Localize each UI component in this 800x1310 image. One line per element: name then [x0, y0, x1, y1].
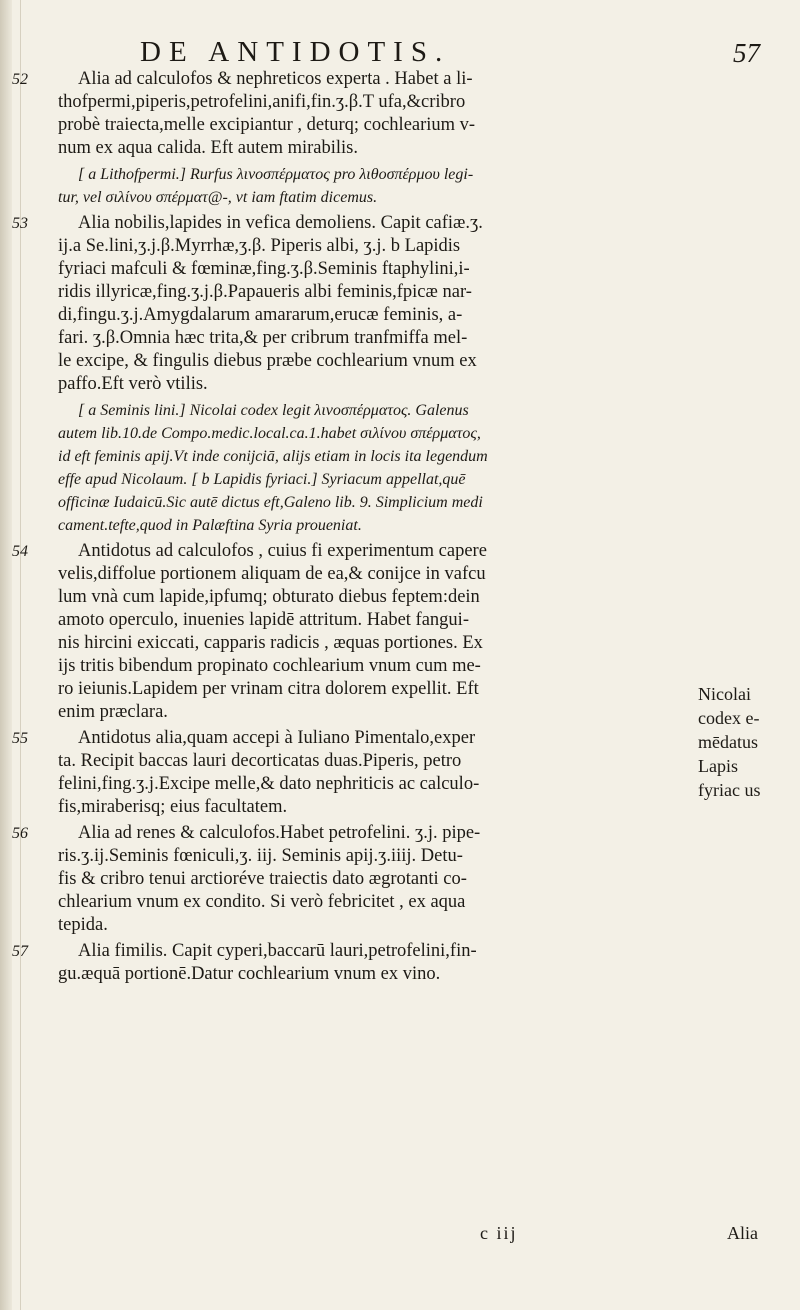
text-line: ijs tritis bibendum propinato cochlearium vnum cum me-	[58, 656, 481, 676]
text-line: Antidotus alia,quam accepi à Iuliano Pimentalo,exper	[78, 728, 476, 748]
text-line: amoto operculo, inuenies lapidē attritum. Habet fangui-	[58, 610, 469, 630]
text-line: le excipe, & fingulis diebus præbe cochlearium vnum ex	[58, 351, 477, 371]
gutter-rule	[20, 0, 21, 1310]
recipe-paragraph	[12, 727, 698, 819]
text-line: ro ieiunis.Lapidem per vrinam citra dolorem expellit. Eft	[58, 679, 479, 699]
text-line: chlearium vnum ex condito. Si verò febricitet , ex aqua	[58, 892, 466, 912]
catchword: Alia	[727, 1223, 758, 1243]
paragraph-number: 57	[12, 943, 28, 960]
paragraph-number: 56	[12, 825, 28, 842]
margin-note: fyriac us	[698, 780, 761, 800]
running-title: DE ANTIDOTIS.	[140, 36, 451, 68]
text-line: Alia ad renes & calculofos.Habet petrofelini. ʒ.j. pipe-	[78, 823, 481, 843]
margin-note: codex e-	[698, 708, 760, 728]
margin-notes	[698, 682, 798, 802]
text-line: Alia nobilis,lapides in vefica demoliens. Capit cafiæ.ʒ.	[78, 213, 483, 233]
text-line: Alia fimilis. Capit cyperi,baccarū lauri,petrofelini,fin-	[78, 941, 477, 961]
annotation-paragraph	[58, 163, 698, 209]
margin-note: Lapis	[698, 756, 738, 776]
signature-mark: c iij	[480, 1223, 518, 1243]
text-line: di,fingu.ʒ.j.Amygdalarum amararum,erucæ feminis, a-	[58, 305, 463, 325]
text-line: autem lib.10.de Compo.medic.local.ca.1.habet σιλίνου σπέρματος,	[58, 425, 481, 442]
text-line: ris.ʒ.ij.Seminis fœniculi,ʒ. iij. Seminis apij.ʒ.iiij. Detu-	[58, 846, 463, 866]
paragraph-number: 53	[12, 215, 28, 232]
text-line: nis hircini exiccati, capparis radicis , æquas portiones. Ex	[58, 633, 483, 653]
text-line: [ a Seminis lini.] Nicolai codex legit λινοσπέρματος. Galenus	[78, 402, 469, 419]
text-line: velis,diffolue portionem aliquam de ea,& conijce in vafcu	[58, 564, 486, 584]
text-line: num ex aqua calida. Eft autem mirabilis.	[58, 138, 359, 158]
recipe-paragraph	[12, 540, 698, 724]
margin-note: Nicolai	[698, 684, 751, 704]
text-line: [ a Lithofpermi.] Rurfus λινοσπέρματος pro λιθοσπέρμου legi-	[78, 166, 474, 183]
text-line: thofpermi,piperis,petrofelini,anifi,fin.ʒ.β.T ufa,&cribro	[58, 92, 466, 112]
text-line: paffo.Eft verò vtilis.	[58, 374, 208, 394]
paragraph-number: 54	[12, 543, 28, 560]
text-line: felini,fing.ʒ.j.Excipe melle,& dato nephriticis ac calculo-	[58, 774, 480, 794]
recipe-paragraph	[12, 212, 698, 396]
text-line: ridis illyricæ,fing.ʒ.j.β.Papaueris albi feminis,fpicæ nar-	[58, 282, 472, 302]
text-line: ta. Recipit baccas lauri decorticatas duas.Piperis, petro	[58, 751, 462, 771]
margin-note: mēdatus	[698, 732, 758, 752]
text-line: tur, vel σιλίνου σπέρματ@-, vt iam ftatim dicemus.	[58, 189, 378, 206]
paragraph-number: 55	[12, 730, 28, 747]
text-line: tepida.	[58, 915, 108, 935]
text-line: gu.æquā portionē.Datur cochlearium vnum ex vino.	[58, 964, 441, 984]
text-line: Alia ad calculofos & nephreticos experta . Habet a li-	[78, 69, 473, 89]
text-line: fis & cribro tenui arctioréve traiectis dato ægrotanti co-	[58, 869, 467, 889]
text-line: probè traiecta,melle excipiantur , deturq; cochlearium v-	[58, 115, 476, 135]
text-line: fis,miraberisq; eius facultatem.	[58, 797, 288, 817]
text-line: fyriaci mafculi & fœminæ,fing.ʒ.β.Seminis ftaphylini,i-	[58, 259, 470, 279]
text-line: effe apud Nicolaum. [ b Lapidis fyriaci.] Syriacum appellat,quē	[58, 471, 466, 488]
text-line: enim præclara.	[58, 702, 168, 722]
recipe-paragraph	[12, 822, 698, 937]
text-line: fari. ʒ.β.Omnia hæc trita,& per cribrum tranfmiffa mel-	[58, 328, 468, 348]
paragraph-number: 52	[12, 71, 28, 88]
recipe-paragraph	[12, 68, 698, 160]
text-line: Antidotus ad calculofos , cuius fi experimentum capere	[78, 541, 487, 561]
text-line: cament.tefte,quod in Palæftina Syria proueniat.	[58, 517, 362, 534]
page-gutter	[0, 0, 12, 1310]
text-line: lum vnà cum lapide,ipfumq; obturato diebus feptem:dein	[58, 587, 480, 607]
page-number: 57	[733, 38, 760, 68]
annotation-paragraph	[58, 399, 698, 537]
text-line: ij.a Se.lini,ʒ.j.β.Myrrhæ,ʒ.β. Piperis albi, ʒ.j. b Lapidis	[58, 236, 461, 256]
text-line: id eft feminis apij.Vt inde conijciā, alijs etiam in locis ita legendum	[58, 448, 488, 465]
text-line: officinæ Iudaicū.Sic autē dictus eft,Galeno lib. 9. Simplicium medi	[58, 494, 483, 511]
body-text	[12, 68, 698, 986]
recipe-paragraph	[12, 940, 698, 986]
